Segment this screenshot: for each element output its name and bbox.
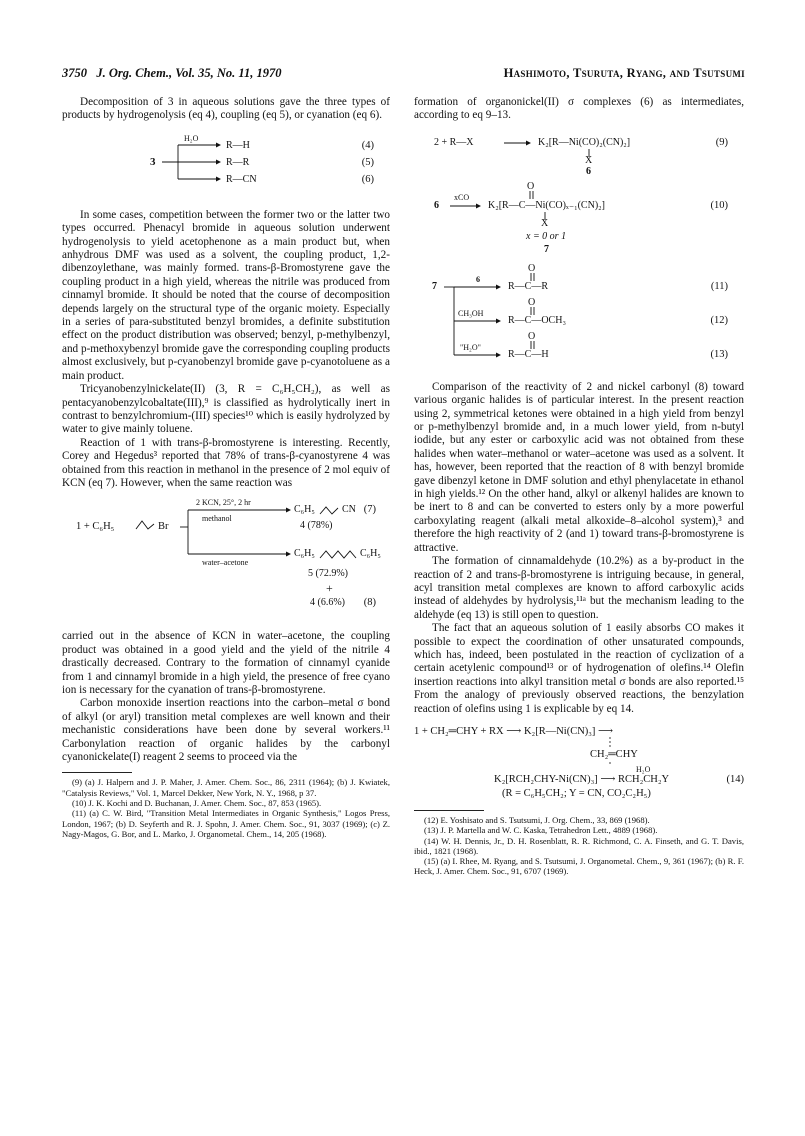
paragraph: Carbon monoxide insertion reactions into the carbon–metal σ bond of alkyl (or aryl) transition metal complexes are well known and their mechanistic considerations have been done by several workers.¹¹ Carbonylation reaction of organic halides by the carbonyl cyanonickelate(I) reagent 2 seems to proceed via the xyxy=(62,697,390,763)
eq-product: R—CN xyxy=(226,173,257,185)
paragraph: formation of organonickel(II) σ complexes (6) as intermediates, according to eq 9–13. xyxy=(414,96,744,122)
paragraph: The fact that an aqueous solution of 1 easily absorbs CO makes it possible to expect the coordination of other unsaturated compounds, which has, indeed, been postulated in the reaction of cyclization of a certain acetylenic compound¹³ or of hydrogenation of olefins.¹⁴ Olefin insertion reactions into alkyl transition metal σ bonds are also reported.¹⁵ From the analogy of previously observed reactions, the benzylation reaction of olefins using 1 is explicable by eq 14. xyxy=(414,622,744,715)
running-header xyxy=(62,66,745,84)
eq-line: CH₂═CHY xyxy=(590,748,638,760)
eq-product: R—H xyxy=(226,139,250,151)
footnote-rule xyxy=(414,810,484,811)
eq-line: K₂[RCH₂CHY-Ni(CN)₃] ⟶ RCH₂CH₂Y xyxy=(494,773,670,785)
eq-yield: 4 (6.6%) xyxy=(310,597,345,609)
eq-condition-note: x = 0 or 1 xyxy=(526,230,567,242)
paragraph: Tricyanobenzylnickelate(II) (3, R = C₆H₅CH₂), as well as pentacyanobenzylcobaltate(III),⁹ is classified as hydrolytically inert in contrast to benzylchromium-(III) species¹⁰ which is easily hydrolyzed by water to give mainly toluene. xyxy=(62,383,390,436)
eq-line: (R = C₆H₅CH₂; Y = CN, CO₂C₂H₅) xyxy=(502,787,651,799)
eq-condition: "H₂O" xyxy=(460,342,481,352)
eq-product: K₂[R—Ni(CO)₂(CN)₂] xyxy=(538,136,631,148)
footnote: (9) (a) J. Halpern and J. P. Maher, J. Amer. Chem. Soc., 86, 2311 (1964); (b) J. Kwiatek, "Catalysis Reviews," Vol. 1, Marcel Dekker, New York, N. Y., 1968, p 37. xyxy=(62,777,390,798)
page-number: 3750 xyxy=(62,66,87,80)
eq-product: R—R xyxy=(226,156,250,168)
eq-number: (13) xyxy=(710,348,728,360)
eq-solvent: methanol xyxy=(202,514,232,524)
eq-condition: H₂O xyxy=(636,764,651,774)
eq-substituent: X xyxy=(585,154,593,166)
header-left xyxy=(62,66,281,81)
eq-reactant: 7 xyxy=(432,280,437,292)
eq-number: (6) xyxy=(361,173,374,185)
equations-4-6 xyxy=(62,131,390,197)
eq-number: (8) xyxy=(363,597,376,609)
equation-14 xyxy=(414,724,744,802)
eq-condition: 2 KCN, 25°, 2 hr xyxy=(196,498,251,508)
eq-reactant: 6 xyxy=(434,199,439,211)
eq-condition: xCO xyxy=(454,192,470,202)
eq-product-group: C₆H₅ xyxy=(360,548,381,560)
equation-10 xyxy=(414,181,744,257)
paragraph: Decomposition of 3 in aqueous solutions gave the three types of products by hydrogenolysis (eq 4), coupling (eq 5), or cyanation (eq 6). xyxy=(62,96,390,122)
journal-citation: J. Org. Chem., Vol. 35, No. 11, 1970 xyxy=(96,66,282,80)
equations-7-8 xyxy=(62,496,390,620)
eq-condition: H₂O xyxy=(184,133,199,143)
footnote: (13) J. P. Martella and W. C. Kaska, Tetrahedron Lett., 4889 (1968). xyxy=(424,825,658,836)
paragraph: The formation of cinnamaldehyde (10.2%) as a by-product in the reaction of 2 and trans-β-bromostyrene is intriguing because, in general, acyl transition metal complexes are known to afford carboxylic acids instead of aldehydes by hydrolysis,¹¹ᵃ but the mechanism leading to the aldehyde (eq 13) is still open to question. xyxy=(414,555,744,621)
eq-product: C₆H₅ xyxy=(294,504,315,516)
paragraph: Comparison of the reactivity of 2 and nickel carbonyl (8) toward various organic halides is of particular interest. In the present reaction using 2, symmetrical ketones were obtained in a high yield from benzyl or p-methylbenzyl bromide and, in a much lower yield, from n-butyl iodide, but any ester or carboxylic acid was not obtained from these halides when water–methanol or water–acetone was used as a solvent. It has, however, been reported that the reaction of 8 with benzyl bromide gave dibenzyl ketone in DMF solution and ethyl phenylacetate in ethanol in high yields.¹² On the other hand, alkyl or alkenyl halides are known to be inert to 8 and can be converted to esters only by a more powerful carboxylating reagent (alkali metal alkoxide–8–alcohol system),³ and therefore the high reactivity of 2 (and 1) toward trans-β-bromostyrene is attractive. xyxy=(414,380,744,554)
eq-label: 6 xyxy=(586,165,591,177)
eq-yield: 4 (78%) xyxy=(300,520,333,532)
eq-number: (10) xyxy=(710,199,728,211)
eq-line: 1 + CH₂═CHY + RX ⟶ K₂[R—Ni(CN)₃] ⟶ xyxy=(414,725,614,737)
eq-solvent: water–acetone xyxy=(202,558,249,568)
eq-plus: + xyxy=(326,581,333,596)
eq-yield: 5 (72.9%) xyxy=(308,568,348,580)
eq-product: C₆H₅ xyxy=(294,548,315,560)
paragraph: Reaction of 1 with trans-β-bromostyrene is interesting. Recently, Corey and Hegedus³ reported that 78% of trans-β-cyanostyrene 4 was obtained from this reaction in methanol in the presence of 2 mol equiv of KCN (eq 7). However, when the same reaction was xyxy=(62,436,390,489)
eq-oxygen: O xyxy=(528,262,536,274)
eq-substituent: X xyxy=(541,217,549,229)
footnote: (15) (a) I. Rhee, M. Ryang, and S. Tsutsumi, J. Organometal. Chem., 9, 361 (1967); (b) R. F. Heck, J. Amer. Chem. Soc., 91, 6707 (1969). xyxy=(414,856,744,877)
equations-11-13 xyxy=(414,263,744,367)
eq-number: (9) xyxy=(715,136,728,148)
footnote: (11) (a) C. W. Bird, "Transition Metal Intermediates in Organic Synthesis," Logos Press, London, 1967; (b) D. Seyferth and R. J. Spohn, J. Amer. Chem. Soc., 91, 3037 (1969); (c) Z. Nagy-Magos, G. Bor, and L. Marko, J. Organometal. Chem., 14, 205 (1968). xyxy=(62,808,390,839)
footnotes-left xyxy=(62,777,390,839)
eq-leaving-group: Br xyxy=(158,521,169,533)
author-line: Hashimoto, Tsuruta, Ryang, and Tsutsumi xyxy=(503,66,745,80)
eq-number: (14) xyxy=(726,773,744,785)
eq-condition: CH₃OH xyxy=(458,308,484,318)
left-column xyxy=(62,96,390,839)
eq-product: R—C—H xyxy=(508,348,549,360)
eq-number: (7) xyxy=(363,504,376,516)
eq-number: (12) xyxy=(710,314,728,326)
footnote: (14) W. H. Dennis, Jr., D. H. Rosenblatt, R. R. Richmond, C. A. Finseth, and G. T. Davis, ibid., 1821 (1968). xyxy=(414,835,744,856)
right-column xyxy=(414,96,744,877)
footnote-rule xyxy=(62,772,132,773)
eq-number: (11) xyxy=(710,280,728,292)
footnotes-right xyxy=(414,815,744,877)
eq-product: K₂[R—C—Ni(CO)ₓ₋₁(CN)₂] xyxy=(488,199,605,211)
eq-product: R—C—OCH₃ xyxy=(508,314,566,326)
eq-reactant: 1 + C₆H₅ xyxy=(76,521,115,533)
eq-oxygen: O xyxy=(527,180,535,192)
paragraph: In some cases, competition between the former two or the latter two types occurred. Phenacyl bromide in aqueous solution underwent hydrogenolysis to yield acetophenone as a main product but, when anhydrous DMF was used as a solvent, the coupling product, 1,2-dibenzoylethane, was mainly formed. trans-β-Bromostyrene gave the coupling product in a high yield, whereas the nitrile was produced from cinnamyl bromide. It should be noted that the course of decomposition depends largely on the structural type of the organic moiety. Especially in a series of para-substituted benzyl bromides, a definite substitution effect on the product distribution was observed; benzyl, p-methylbenzyl, and p-methoxybenzyl bromide gave the corresponding coupling products almost exclusively, but p-cyanobenzyl bromide gave p-cyanotoluene as a main product. xyxy=(62,208,390,382)
paragraph: carried out in the absence of KCN in water–acetone, the coupling product was obtained in a good yield and the yield of the nitrile 4 drastically decreased. Contrary to the formation of cinnamyl cyanide from 1 and cinnamyl bromide in a high yield, the presence of free cyano ion is necessary for the cyanation of trans-β-bromostyrene. xyxy=(62,630,390,696)
eq-label: 7 xyxy=(544,243,549,255)
footnote: (10) J. K. Kochi and D. Buchanan, J. Amer. Chem. Soc., 87, 853 (1965). xyxy=(72,798,322,808)
eq-reactant: 3 xyxy=(150,155,156,168)
eq-oxygen: O xyxy=(528,330,536,342)
eq-number: (5) xyxy=(361,156,374,168)
eq-product: R—C—R xyxy=(508,280,549,292)
eq-oxygen: O xyxy=(528,296,536,308)
eq-reactant: 2 + R—X xyxy=(434,136,474,148)
equation-9 xyxy=(414,133,744,177)
footnote: (12) E. Yoshisato and S. Tsutsumi, J. Org. Chem., 33, 869 (1968). xyxy=(424,814,650,825)
eq-condition: 6 xyxy=(476,274,480,284)
eq-product-group: CN xyxy=(342,504,356,516)
eq-number: (4) xyxy=(361,139,374,151)
